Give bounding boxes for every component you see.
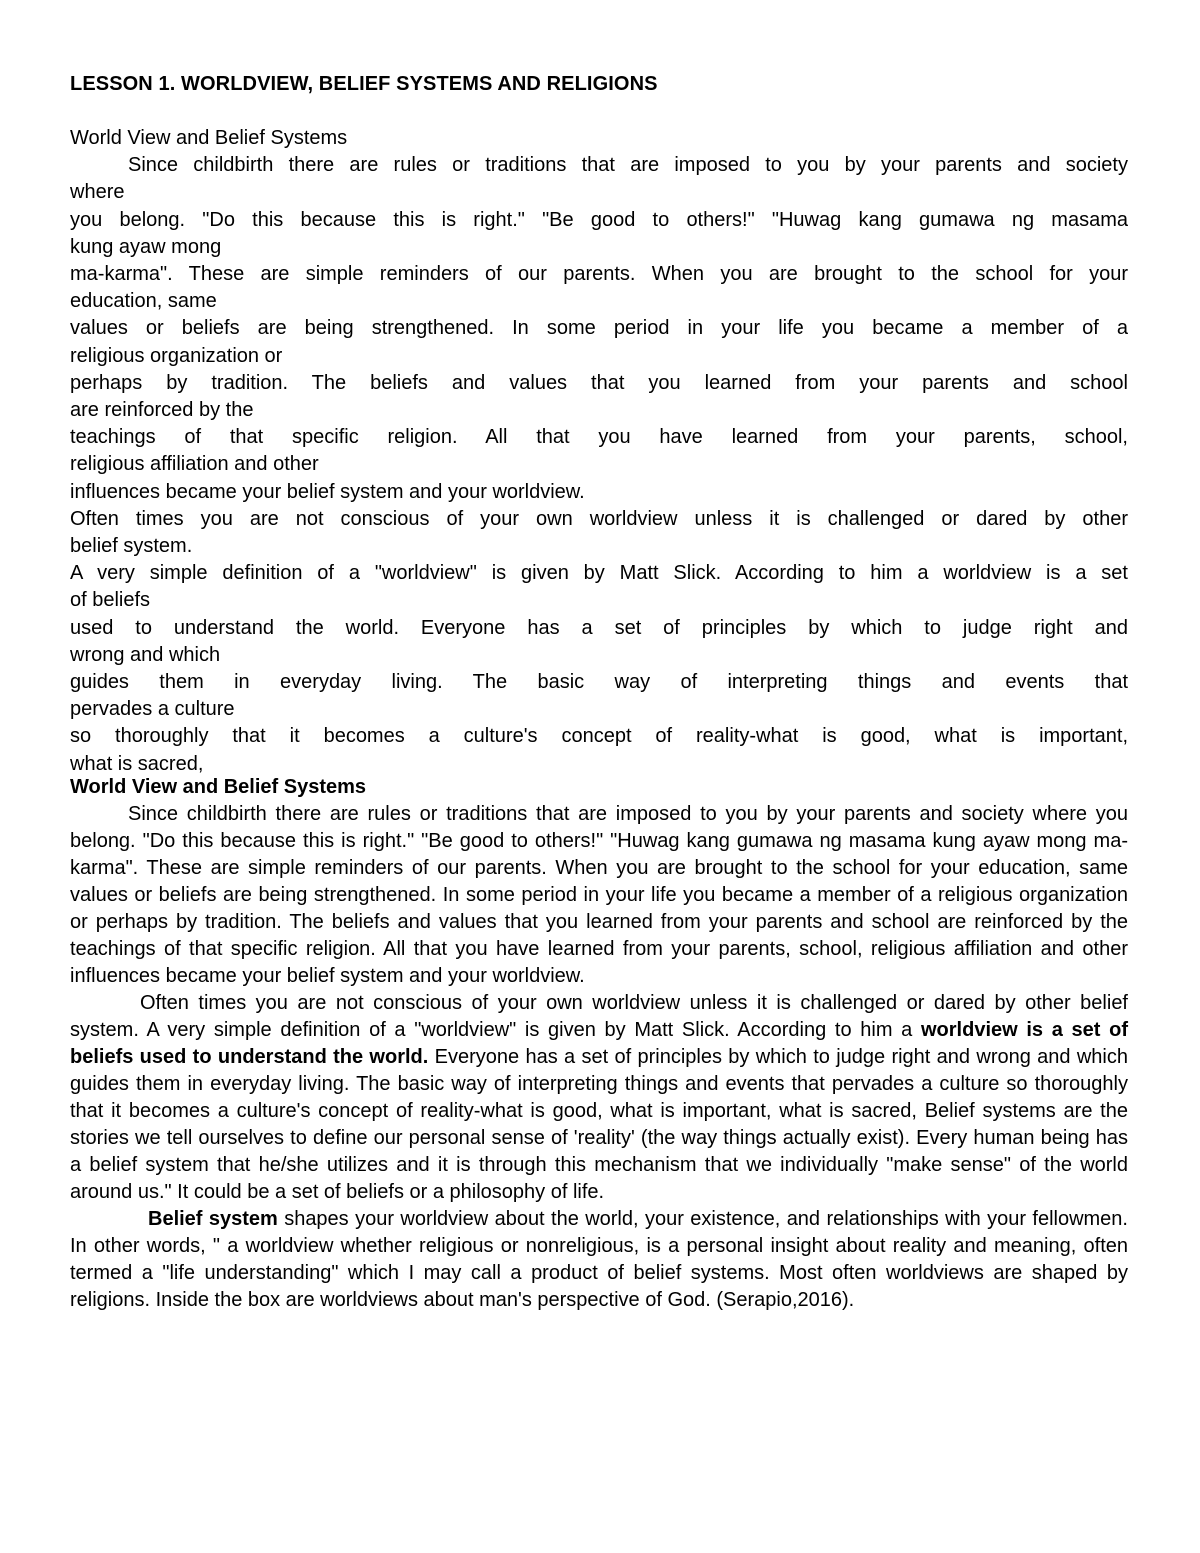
section-1-line: Since childbirth there are rules or traditions that are imposed to you by your parents and society bbox=[128, 154, 1128, 177]
section-1-line: teachings of that specific religion. All that you have learned from your parents, school, bbox=[70, 426, 1128, 449]
paragraph-2-text-end: Everyone has a set of principles by which to judge right and wrong and which guides them in everyday living. The basic way of interpreting things and events that pervades a culture so thoroughly that it becomes a culture's concept of reality-what is good, what is important, what is sacred, Belief systems are the stories we tell ourselves to define our personal sense of 'reality' (the way things actually exist). Every human being has a belief system that he/she utilizes and it is through this mechanism that we individually "make sense" of the world around us." It could be a set of beliefs or a philosophy of life. bbox=[70, 1046, 1128, 1203]
section-1-line: religious organization or bbox=[70, 344, 283, 367]
section-1-line: A very simple definition of a "worldview" is given by Matt Slick. According to him a worldview is a set bbox=[70, 562, 1128, 585]
section-1-line: pervades a culture bbox=[70, 698, 235, 721]
section-1-line: belief system. bbox=[70, 535, 193, 558]
section-1-line: religious affiliation and other bbox=[70, 453, 319, 476]
lesson-title: LESSON 1. WORLDVIEW, BELIEF SYSTEMS AND RELIGIONS bbox=[70, 73, 658, 95]
worldview-definition-bold: worldview is a set of beliefs used to understand the world. bbox=[70, 1019, 1128, 1068]
section-1 bbox=[70, 125, 1128, 778]
section-1-line: perhaps by tradition. The beliefs and values that you learned from your parents and school bbox=[70, 371, 1128, 394]
section-1-heading: World View and Belief Systems bbox=[70, 127, 348, 149]
section-1-line: guides them in everyday living. The basic way of interpreting things and events that bbox=[70, 671, 1128, 694]
section-1-line: ma-karma". These are simple reminders of our parents. When you are brought to the school for your bbox=[70, 263, 1128, 286]
section-2 bbox=[70, 774, 1128, 1314]
section-1-line: of beliefs bbox=[70, 589, 151, 612]
paragraph-2-text-start: Often times you are not conscious of your own worldview unless it is challenged or dared by other belief system. A very simple definition of a "worldview" is given by Matt Slick. According to him a bbox=[70, 992, 1128, 1041]
section-1-line: Often times you are not conscious of your own worldview unless it is challenged or dared by other bbox=[70, 507, 1128, 530]
section-1-line: values or beliefs are being strengthened. In some period in your life you became a member of a bbox=[70, 317, 1128, 340]
section-1-line: wrong and which bbox=[70, 643, 221, 666]
section-2-heading: World View and Belief Systems bbox=[70, 776, 367, 798]
section-2-paragraph-3 bbox=[70, 1206, 1128, 1314]
section-1-line: influences became your belief system and your worldview. bbox=[70, 480, 585, 503]
section-1-line: what is sacred, bbox=[70, 752, 204, 775]
belief-system-bold: Belief system bbox=[148, 1208, 278, 1230]
section-1-line: kung ayaw mong bbox=[70, 235, 222, 258]
section-1-line: used to understand the world. Everyone has a set of principles by which to judge right and bbox=[70, 616, 1128, 639]
section-2-paragraph-1: Since childbirth there are rules or traditions that are imposed to you by your parents and society where you belong. "Do this because this is right." "Be good to others!" "Huwag kang gumawa ng masama kung ayaw mong ma-karma". These are simple reminders of our parents. When you are brought to the school for your education, same values or beliefs are being strengthened. In some period in your life you became a member of a religious organization or perhaps by tradition. The beliefs and values that you learned from your parents and school are reinforced by the teachings of that specific religion. All that you have learned from your parents, school, religious affiliation and other influences became your belief system and your worldview. bbox=[70, 803, 1128, 987]
section-1-line: education, same bbox=[70, 290, 217, 313]
section-1-line: are reinforced by the bbox=[70, 399, 254, 422]
section-1-line: you belong. "Do this because this is right." "Be good to others!" "Huwag kang gumawa ng masama bbox=[70, 208, 1128, 231]
section-2-paragraph-2 bbox=[70, 990, 1128, 1206]
section-1-line: where bbox=[70, 181, 125, 204]
section-1-line: so thoroughly that it becomes a culture's concept of reality-what is good, what is important, bbox=[70, 725, 1128, 748]
paragraph-3-text: shapes your worldview about the world, your existence, and relationships with your fellowmen. In other words, " a worldview whether religious or nonreligious, is a personal insight about reality and meaning, often termed a "life understanding" which I may call a product of belief systems. Most often worldviews are shaped by religions. Inside the box are worldviews about man's perspective of God. (Serapio,2016). bbox=[70, 1208, 1128, 1311]
